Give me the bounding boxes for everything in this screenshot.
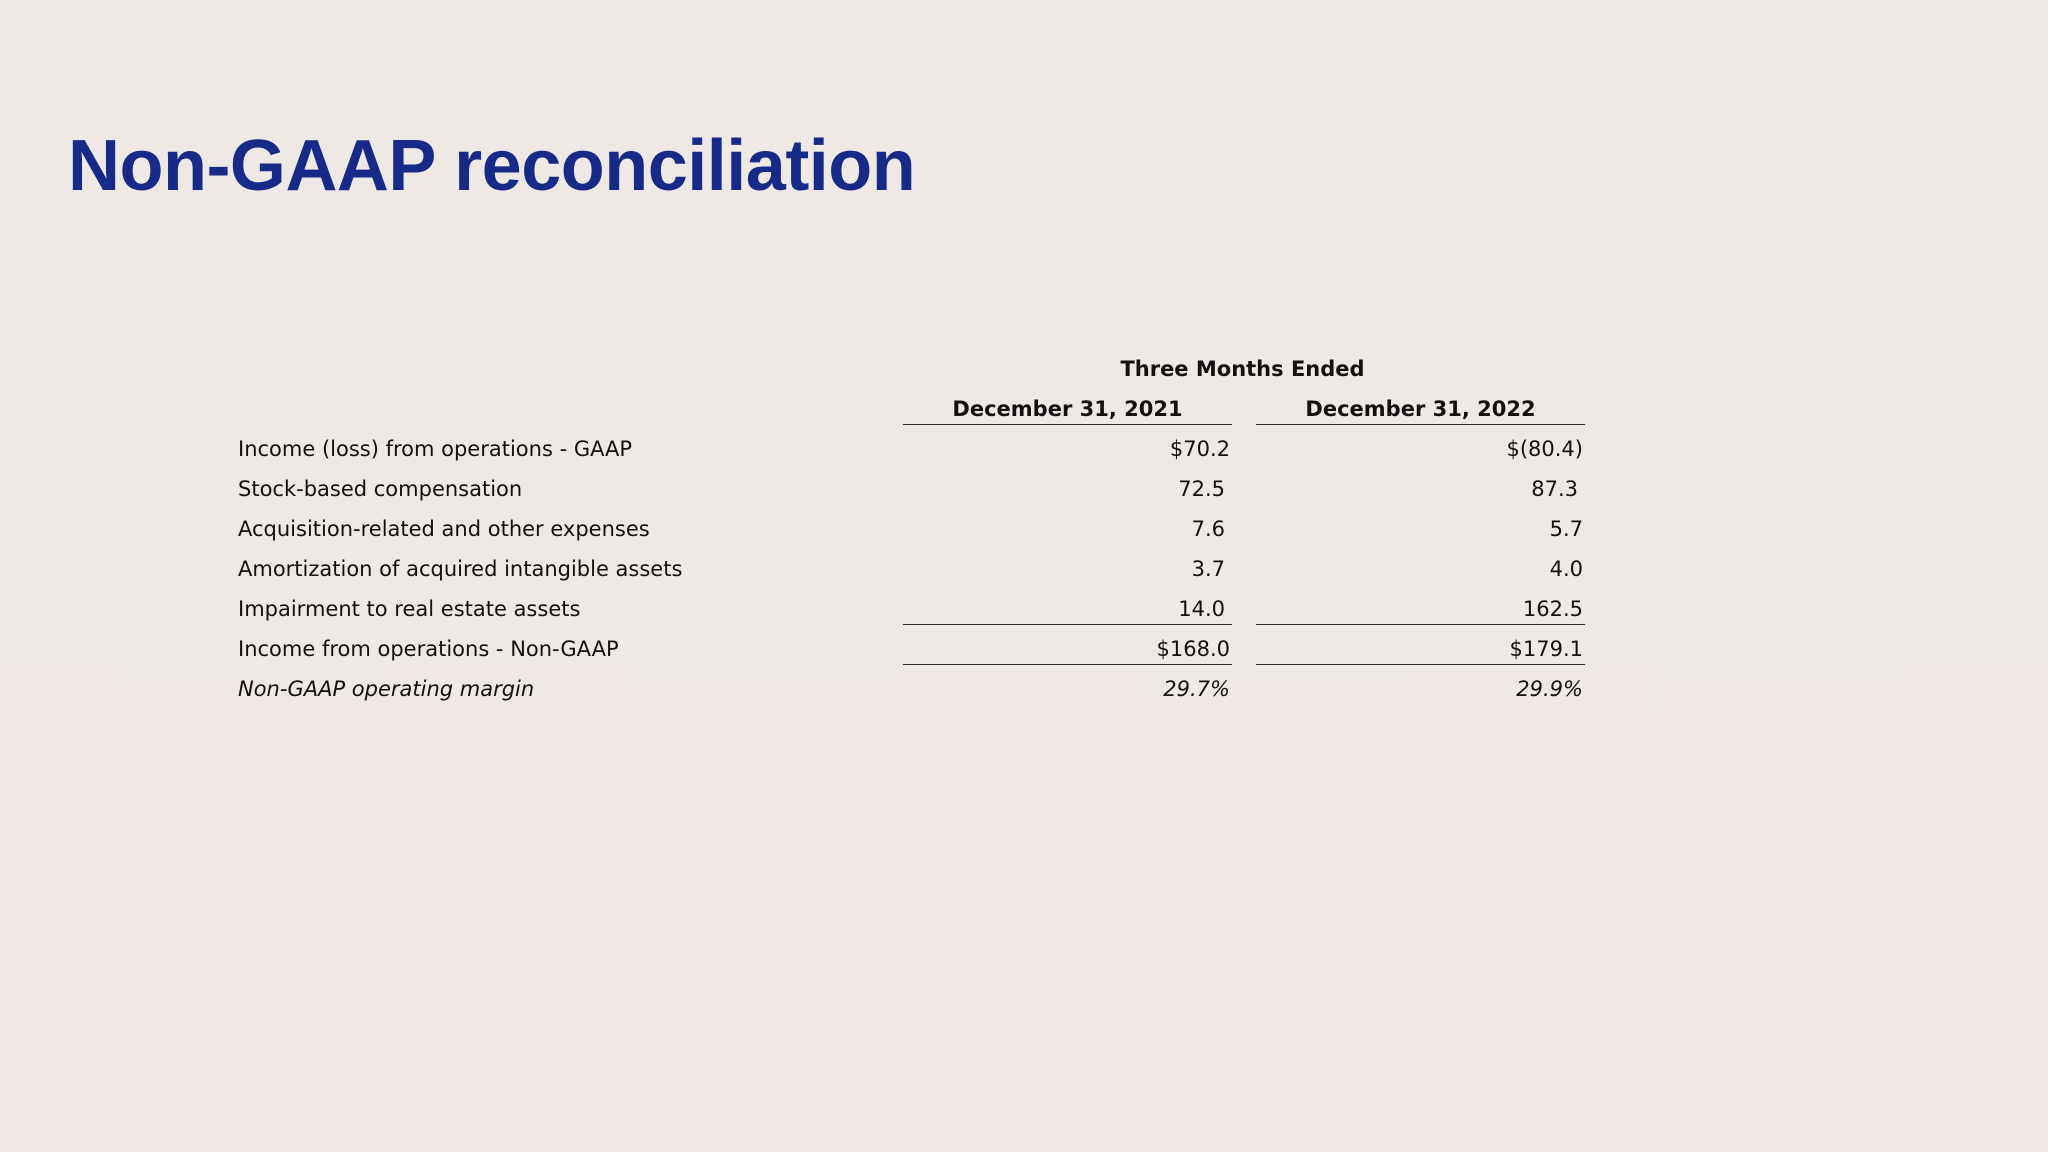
table-row — [0, 669, 2048, 709]
subtotal-rule — [903, 624, 1232, 625]
header-rule — [903, 424, 1232, 425]
value-2022: $179.1 — [1509, 637, 1583, 661]
value-2021: 3.7 — [1191, 557, 1225, 581]
row-label: Acquisition-related and other expenses — [238, 517, 650, 541]
table-row — [0, 549, 2048, 589]
header-rule — [1256, 424, 1585, 425]
row-label: Income from operations - Non-GAAP — [238, 637, 619, 661]
value-2021: 7.6 — [1191, 517, 1225, 541]
value-2022: 87.3 — [1531, 477, 1578, 501]
table-row — [0, 629, 2048, 669]
period-header: Three Months Ended — [1120, 357, 1365, 381]
value-2021: 29.7% — [1163, 677, 1230, 701]
page-title: Non-GAAP reconciliation — [68, 126, 916, 206]
value-2021: 14.0 — [1178, 597, 1225, 621]
value-2022: 29.9% — [1516, 677, 1583, 701]
value-2021: $70.2 — [1169, 437, 1230, 461]
value-2022: 162.5 — [1522, 597, 1583, 621]
value-2022: 5.7 — [1549, 517, 1583, 541]
table-row — [0, 469, 2048, 509]
row-label: Stock-based compensation — [238, 477, 523, 501]
table-row — [0, 509, 2048, 549]
total-rule — [1256, 664, 1585, 665]
column-header-2021: December 31, 2021 — [952, 397, 1183, 421]
value-2022: 4.0 — [1549, 557, 1583, 581]
value-2021: 72.5 — [1178, 477, 1225, 501]
row-label: Impairment to real estate assets — [238, 597, 581, 621]
row-label: Income (loss) from operations - GAAP — [238, 437, 633, 461]
column-header-2022: December 31, 2022 — [1305, 397, 1536, 421]
value-2022: $(80.4) — [1506, 437, 1583, 461]
subtotal-rule — [1256, 624, 1585, 625]
row-label: Amortization of acquired intangible assets — [238, 557, 683, 581]
table-row — [0, 589, 2048, 629]
total-rule — [903, 664, 1232, 665]
value-2021: $168.0 — [1156, 637, 1230, 661]
table-row — [0, 429, 2048, 469]
row-label: Non-GAAP operating margin — [238, 677, 535, 701]
